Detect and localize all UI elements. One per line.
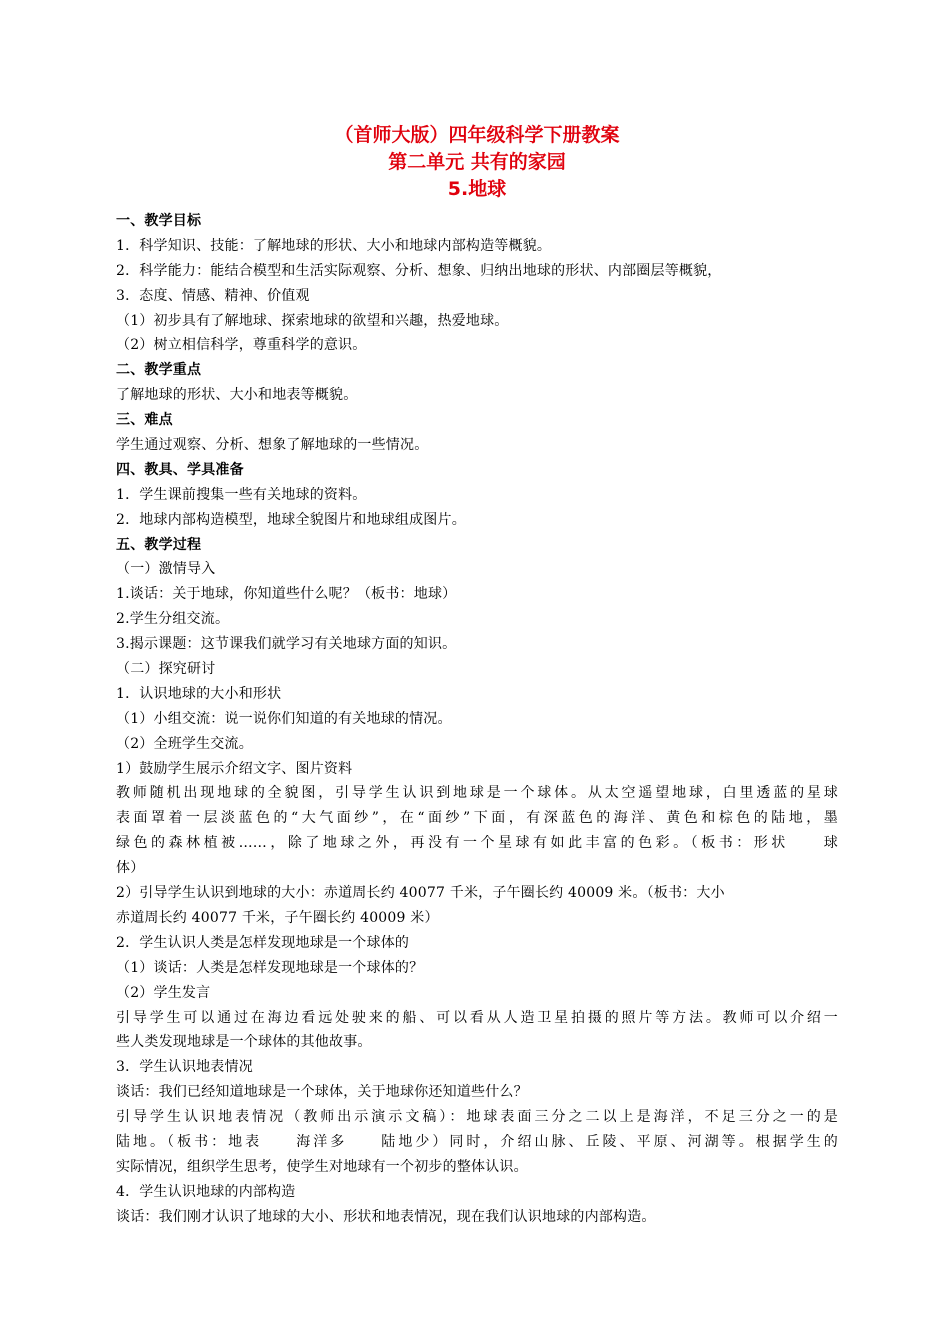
paragraph-line: （一）激情导入 [116, 561, 216, 578]
paragraph-line: 3．学生认识地表情况 [116, 1059, 253, 1076]
paragraph-line: 谈话：我们已经知道地球是一个球体，关于地球你还知道些什么？ [116, 1084, 528, 1101]
paragraph-line: 3．态度、情感、精神、价值观 [116, 287, 310, 304]
section-heading: 二、教学重点 [116, 362, 202, 379]
paragraph-line: 绿色的森林植被……，除了地球之外，再没有一个星球有如此丰富的色彩。（板书：形状 球 [116, 835, 838, 852]
unit-title: 第二单元 共有的家园 [388, 151, 566, 173]
paragraph-line: 引导学生可以通过在海边看远处驶来的船、可以看从人造卫星拍摄的照片等方法。教师可以介绍一 [116, 1009, 838, 1026]
paragraph-line: 赤道周长约 40077 千米，子午圈长约 40009 米） [116, 909, 439, 926]
paragraph-line: （1）谈话：人类是怎样发现地球是一个球体的？ [116, 959, 424, 976]
paragraph-line: 2．学生认识人类是怎样发现地球是一个球体的 [116, 934, 410, 951]
paragraph-line: 2）引导学生认识到地球的大小：赤道周长约 40077 千米，子午圈长约 40009 米。（板书：大小 [116, 885, 725, 902]
paragraph-line: 表面罩着一层淡蓝色的“大气面纱”，在“面纱”下面，有深蓝色的海洋、黄色和棕色的陆地，墨 [116, 810, 838, 827]
paragraph-line: 教师随机出现地球的全貌图，引导学生认识到地球是一个球体。从太空遥望地球，白里透蓝的星球 [116, 785, 838, 802]
paragraph-line: （1）初步具有了解地球、探索地球的欲望和兴趣，热爱地球。 [116, 312, 509, 329]
document-title-block [116, 122, 838, 203]
paragraph-line: 1．学生课前搜集一些有关地球的资料。 [116, 486, 367, 503]
paragraph-line: 学生通过观察、分析、想象了解地球的一些情况。 [116, 437, 429, 454]
document-title: （首师大版）四年级科学下册教案 [334, 124, 620, 146]
document-page [116, 122, 838, 1230]
paragraph-line: 2．科学能力：能结合模型和生活实际观察、分析、想象、归纳出地球的形状、内部圈层等概貌， [116, 262, 722, 279]
section-heading: 三、难点 [116, 412, 173, 429]
paragraph-line: 谈话：我们刚才认识了地球的大小、形状和地表情况，现在我们认识地球的内部构造。 [116, 1208, 656, 1225]
paragraph-line: （二）探究研讨 [116, 661, 216, 678]
section-heading: 五、教学过程 [116, 536, 202, 553]
paragraph-line: （2）树立相信科学，尊重科学的意识。 [116, 337, 367, 354]
paragraph-line: （1）小组交流：说一说你们知道的有关地球的情况。 [116, 710, 452, 727]
document-body [116, 209, 838, 1230]
section-heading: 四、教具、学具准备 [116, 461, 244, 478]
paragraph-line: （2）学生发言 [116, 984, 211, 1001]
paragraph-line: 3.揭示课题：这节课我们就学习有关地球方面的知识。 [116, 636, 457, 653]
paragraph-line: （2）全班学生交流。 [116, 735, 253, 752]
paragraph-line: 陆地。（板书：地表 海洋多 陆地少）同时，介绍山脉、丘陵、平原、河湖等。根据学生的 [116, 1133, 838, 1150]
paragraph-line: 1．科学知识、技能：了解地球的形状、大小和地球内部构造等概貌。 [116, 237, 552, 254]
paragraph-line: 了解地球的形状、大小和地表等概貌。 [116, 387, 358, 404]
paragraph-line: 1．认识地球的大小和形状 [116, 685, 282, 702]
paragraph-line: 2.学生分组交流。 [116, 611, 230, 628]
paragraph-line: 2．地球内部构造模型，地球全貌图片和地球组成图片。 [116, 511, 466, 528]
paragraph-line: 1.谈话：关于地球，你知道些什么呢？（板书：地球） [116, 586, 457, 603]
paragraph-line: 1）鼓励学生展示介绍文字、图片资料 [116, 760, 353, 777]
section-heading: 一、教学目标 [116, 213, 202, 229]
paragraph-line: 4．学生认识地球的内部构造 [116, 1183, 296, 1200]
paragraph-line: 体） [116, 860, 145, 877]
paragraph-line: 引导学生认识地表情况（教师出示演示文稿）：地球表面三分之二以上是海洋，不足三分之一的是 [116, 1109, 838, 1126]
lesson-title: 5.地球 [447, 178, 507, 200]
paragraph-line: 实际情况，组织学生思考，使学生对地球有一个初步的整体认识。 [116, 1158, 528, 1175]
paragraph-line: 些人类发现地球是一个球体的其他故事。 [116, 1034, 372, 1051]
